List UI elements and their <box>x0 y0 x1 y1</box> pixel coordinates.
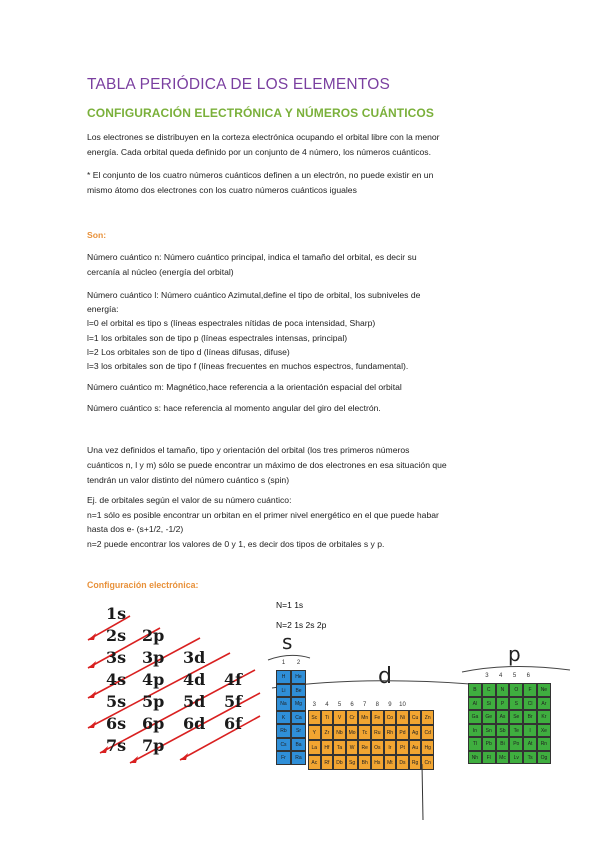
p-column-number: 3 <box>485 673 489 679</box>
p-block-cell: C <box>482 683 496 697</box>
quantum-s-paragraph: Número cuántico s: hace referencia al momento angular del giro del electrón. <box>87 403 381 413</box>
example-paragraph <box>87 493 439 551</box>
text-line: cercanía al núcleo (energía del orbital) <box>87 267 234 277</box>
d-column-number: 3 <box>312 702 316 708</box>
d-block-cell: V <box>333 710 346 725</box>
son-heading: Son: <box>87 230 107 240</box>
d-block-cell: Mt <box>384 755 397 770</box>
p-block-cell: Rn <box>537 737 551 751</box>
text-line: energía. Cada orbital queda definido por un conjunto de 4 número, los números cuánticos. <box>87 147 431 157</box>
orbital-label: 5p <box>142 692 165 711</box>
d-block-cell: W <box>346 740 359 755</box>
n2-note: N=2 1s 2s 2p <box>276 620 327 630</box>
d-block-cell: Ac <box>308 755 321 770</box>
brace-p <box>462 666 570 672</box>
d-column-number: 7 <box>363 702 367 708</box>
text-line: Ej. de orbitales según el valor de su número cuántico: <box>87 495 292 505</box>
orbital-label: 4p <box>142 670 165 689</box>
block-p-label: p <box>508 642 521 666</box>
p-block-cell: Al <box>468 697 482 711</box>
d-block-cell: Cr <box>346 710 359 725</box>
d-block-cell: Sg <box>346 755 359 770</box>
quantum-n-paragraph <box>87 250 417 280</box>
d-block-cell: Co <box>384 710 397 725</box>
d-block-cell: Ta <box>333 740 346 755</box>
p-block-cell: Br <box>523 710 537 724</box>
d-block-cell: Re <box>358 740 371 755</box>
d-block-cell: Mo <box>346 725 359 740</box>
orbital-label: 7s <box>106 736 127 755</box>
d-block-cell: Tc <box>358 725 371 740</box>
text-line: energía: <box>87 304 119 315</box>
list-item: l=3 los orbitales son de tipo f (líneas frecuentes en muchos espectros, fundamental). <box>87 361 409 372</box>
orbital-label: 6d <box>183 714 206 733</box>
p-block-cell: Kr <box>537 710 551 724</box>
orbital-label: 3d <box>183 648 206 667</box>
orbital-label: 1s <box>106 604 127 623</box>
d-block-cell: Ni <box>396 710 409 725</box>
orbital-label: 5s <box>106 692 127 711</box>
p-block-cell: F <box>523 683 537 697</box>
p-block-cell: Og <box>537 751 551 765</box>
d-block-cell: Ds <box>396 755 409 770</box>
d-block-cell: Rh <box>384 725 397 740</box>
s-block-cell: H <box>276 670 291 684</box>
p-column-number: 6 <box>526 673 530 679</box>
p-block-cell: Ge <box>482 710 496 724</box>
p-block-cell: Po <box>509 737 523 751</box>
d-block-cell: Rg <box>409 755 422 770</box>
s-column-number: 2 <box>296 660 301 666</box>
quantum-l-paragraph <box>87 288 420 373</box>
text-line: Los electrones se distribuyen en la corteza electrónica ocupando el orbital libre con la menor <box>87 132 440 142</box>
intro-paragraph <box>87 130 440 160</box>
page-title: TABLA PERIÓDICA DE LOS ELEMENTOS <box>87 76 391 93</box>
orbital-label: 2s <box>106 626 127 645</box>
text-line: mismo átomo dos electrones con los cuatro números cuánticos iguales <box>87 185 357 195</box>
config-heading: Configuración electrónica: <box>87 580 199 590</box>
d-block-cell: Pt <box>396 740 409 755</box>
p-block-cell: Sb <box>496 724 510 738</box>
d-block-cell: Y <box>308 725 321 740</box>
orbital-label: 5f <box>224 692 243 711</box>
d-block-cell: Cn <box>421 755 434 770</box>
orbital-label: 4f <box>224 670 243 689</box>
stroke-line <box>422 764 423 820</box>
p-block-cell: Ne <box>537 683 551 697</box>
p-block-cell: In <box>468 724 482 738</box>
d-block-cell: Cu <box>409 710 422 725</box>
text-line: Número cuántico n: Número cuántico principal, indica el tamaño del orbital, es decir su <box>87 252 417 262</box>
d-block-cell: Pd <box>396 725 409 740</box>
p-block-cell: N <box>496 683 510 697</box>
p-block-cell: S <box>509 697 523 711</box>
d-block-cell: Os <box>371 740 384 755</box>
p-block-cell: O <box>509 683 523 697</box>
p-block-cell: Ts <box>523 751 537 765</box>
d-column-number: 5 <box>337 702 342 708</box>
bottom-stroke <box>418 762 428 822</box>
d-block-cell: Hs <box>371 755 384 770</box>
s-block-cell: Li <box>276 684 291 698</box>
d-block-cell: Ag <box>409 725 422 740</box>
p-block-cell: Tl <box>468 737 482 751</box>
p-block-cell: Te <box>509 724 523 738</box>
text-line: Número cuántico l: Número cuántico Azimutal,define el tipo de orbital, los subniveles de <box>87 290 421 300</box>
p-block-cell: I <box>523 724 537 738</box>
s-column-number: 1 <box>281 660 286 666</box>
d-block-cell: Hf <box>321 740 334 755</box>
list-item: l=0 el orbital es tipo s (líneas espectrales nítidas de poca intensidad, Sharp) <box>87 318 376 329</box>
note-paragraph <box>87 168 433 198</box>
s-block-cell: Cs <box>276 738 291 752</box>
p-block-cell: Bi <box>496 737 510 751</box>
s-block-cell: He <box>291 670 306 684</box>
d-block-cell: Ru <box>371 725 384 740</box>
text-line: n=1 sólo es posible encontrar un orbitan en el primer nivel energético en el que puede habar <box>87 509 439 520</box>
section-subtitle: CONFIGURACIÓN ELECTRÓNICA Y NÚMEROS CUÁNTICOS <box>87 106 434 120</box>
arrow-head <box>180 753 188 760</box>
p-block-cell: Ga <box>468 710 482 724</box>
quantum-m-paragraph: Número cuántico m: Magnético,hace referencia a la orientación espacial del orbital <box>87 382 402 392</box>
d-column-number: 8 <box>375 702 379 708</box>
text-line: tendrán un valor distinto del número cuántico s (spin) <box>87 475 290 485</box>
d-column-number: 10 <box>399 702 406 708</box>
p-column-number: 4 <box>499 673 503 679</box>
p-block-cell: Se <box>509 710 523 724</box>
d-column-number: 6 <box>350 702 354 708</box>
text-line: hasta dos e- (s+1/2, -1/2) <box>87 524 184 534</box>
p-block-cell: Nh <box>468 751 482 765</box>
defined-paragraph <box>87 443 447 488</box>
list-item: l=2 Los orbitales son de tipo d (líneas difusas, difuse) <box>87 346 290 357</box>
orbital-label: 6p <box>142 714 165 733</box>
orbital-label: 4s <box>106 670 127 689</box>
p-block-cell: Xe <box>537 724 551 738</box>
block-s-label: s <box>282 630 293 654</box>
p-block-cell: Mc <box>496 751 510 765</box>
orbital-label: 3p <box>142 648 165 667</box>
arrow-head <box>88 721 96 728</box>
d-block-cell: Zr <box>321 725 334 740</box>
s-block-cell: Na <box>276 697 291 711</box>
d-column-number: 4 <box>325 702 329 708</box>
p-block-cell: Fl <box>482 751 496 765</box>
d-block-cell: Bh <box>358 755 371 770</box>
d-block-cell: Db <box>333 755 346 770</box>
orbital-label: 7p <box>142 736 165 755</box>
s-block-cell: Mg <box>291 697 306 711</box>
s-block-cell: K <box>276 711 291 725</box>
text-line: * El conjunto de los cuatro números cuánticos definen a un electrón, no puede existir en un <box>87 170 434 180</box>
p-column-number: 5 <box>512 673 517 679</box>
block-d-label: d <box>378 664 392 689</box>
orbital-label: 2p <box>142 626 165 645</box>
d-block-cell: Hg <box>421 740 434 755</box>
d-block-cell: Ir <box>384 740 397 755</box>
arrow-head <box>88 633 96 640</box>
p-block-cell: Cl <box>523 697 537 711</box>
d-block-cell: La <box>308 740 321 755</box>
p-block-cell: Pb <box>482 737 496 751</box>
arrow-head <box>88 661 96 668</box>
orbital-label: 6f <box>224 714 243 733</box>
arrow-head <box>88 691 96 698</box>
s-block-cell: Sr <box>291 724 306 738</box>
d-column-number: 9 <box>388 702 392 708</box>
orbital-label: 3s <box>106 648 127 667</box>
p-block-cell: B <box>468 683 482 697</box>
list-item: l=1 los orbitales son de tipo p (líneas espectrales intensas, principal) <box>87 332 348 343</box>
orbital-label: 5d <box>183 692 206 711</box>
s-block-cell: Ra <box>291 751 306 765</box>
s-block-cell: Ba <box>291 738 306 752</box>
arrow-head <box>130 756 138 763</box>
p-block-cell: Ar <box>537 697 551 711</box>
p-block-cell: Si <box>482 697 496 711</box>
text-line: n=2 puede encontrar los valores de 0 y 1, es decir dos tipos de orbitales s y p. <box>87 538 385 549</box>
d-block-cell: Au <box>409 740 422 755</box>
s-block-cell: Fr <box>276 751 291 765</box>
text-line: cuánticos n, l y m) sólo se puede encontrar un máximo de dos electrones en esa situación que <box>87 460 447 470</box>
orbital-label: 4d <box>183 670 206 689</box>
s-block-cell: Be <box>291 684 306 698</box>
d-block-cell: Cd <box>421 725 434 740</box>
p-block-cell: P <box>496 697 510 711</box>
d-block-cell: Sc <box>308 710 321 725</box>
text-line: Una vez definidos el tamaño, tipo y orientación del orbital (los tres primeros números <box>87 445 410 455</box>
p-block-cell: Lv <box>509 751 523 765</box>
n1-note: N=1 1s <box>276 600 304 610</box>
d-block-cell: Fe <box>371 710 384 725</box>
d-block-cell: Ti <box>321 710 334 725</box>
d-block-cell: Mn <box>358 710 371 725</box>
p-block-cell: As <box>496 710 510 724</box>
d-block-cell: Zn <box>421 710 434 725</box>
p-block-cell: Sn <box>482 724 496 738</box>
d-block-cell: Nb <box>333 725 346 740</box>
orbital-label: 6s <box>106 714 127 733</box>
p-block-cell: At <box>523 737 537 751</box>
s-block-cell: Ca <box>291 711 306 725</box>
s-block-cell: Rb <box>276 724 291 738</box>
arrow-line <box>88 638 200 698</box>
d-block-cell: Rf <box>321 755 334 770</box>
